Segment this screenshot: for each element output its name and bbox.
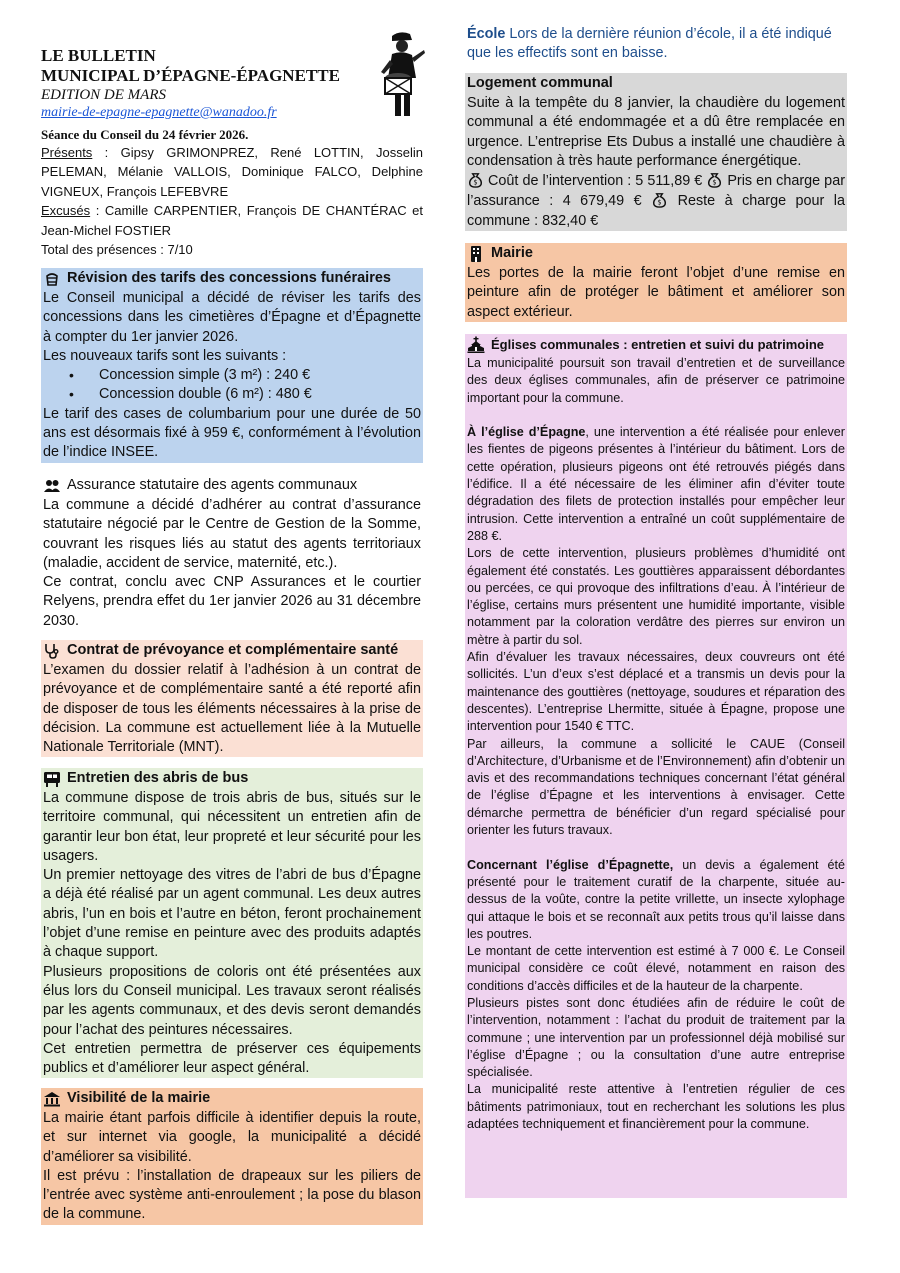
visibilite-title: Visibilité de la mairie — [43, 1088, 421, 1109]
eglises-title: Églises communales : entretien et suivi du patrimoine — [467, 334, 845, 355]
eglises-p9: La municipalité reste attentive à l’entretien régulier de ces bâtiments patrimoniaux, tout en recherchant les solutions les plus adaptées techniquement et financièrement pour la commune. — [467, 1082, 845, 1132]
list-item: • Concession simple (3 m²) : 240 € — [69, 366, 421, 385]
logement-costs: $ Coût de l’intervention : 5 511,89 € $ Pris en charge par l’assurance : 4 679,49 € $ Reste à charge pour la commune : 832,40 € — [467, 173, 845, 229]
building-icon — [467, 245, 485, 263]
eglises-p8: Plusieurs pistes sont donc étudiées afin de réduire le coût de l’intervention, notamment : l’achat du produit de traitement par la commune ; une intervention par un professionnel déjà mobilisé sur l’église d’Épagne ; ou la consultation d’une autre entreprise spécialisée. — [467, 995, 845, 1080]
total-presences: Total des présences : 7/10 — [41, 242, 193, 258]
section-abris-bus — [41, 768, 423, 1078]
email-link[interactable]: mairie-de-epagne-epagnette@wanadoo.fr — [41, 105, 277, 120]
section-logement — [465, 73, 847, 231]
church-icon — [467, 336, 485, 354]
ecole-text: École Lors de la dernière réunion d’école, il a été indiqué que les effectifs sont en baisse. — [467, 26, 832, 62]
urn-icon — [43, 270, 61, 288]
town-hall-icon — [43, 1090, 61, 1108]
section-eglises — [465, 334, 847, 1198]
abris-p3: Plusieurs propositions de coloris ont été présentées aux élus lors du Conseil municipal. Les travaux seront réalisés par les agents communaux, et des devis seront demandés pour l’achat des peintures nécessaires. — [43, 963, 421, 1038]
eglises-p5: Par ailleurs, la commune a sollicité le CAUE (Conseil d’Architecture, d’Urbanisme et de l’Environnement) afin d’obtenir un avis et des recommandations techniques concernant l’état général de l’église d’Épagne et les interventions à envisager. Cette démarche permettra de bénéficier d’un regard spécialisé pour orienter les futurs travaux. — [467, 736, 845, 838]
bulletin-title-line1: LE BULLETIN — [41, 46, 156, 65]
concessions-title: Révision des tarifs des concessions funéraires — [43, 268, 421, 289]
section-prevoyance — [41, 640, 423, 757]
concessions-list — [69, 366, 421, 405]
mairie-title: Mairie — [467, 243, 845, 264]
section-concessions — [41, 268, 423, 463]
abris-title: Entretien des abris de bus — [43, 768, 421, 789]
edition-label: EDITION DE MARS — [41, 87, 166, 103]
assurance-p1: La commune a décidé d’adhérer au contrat d’assurance statutaire négocié par le Centre de Gestion de la Somme, couvrant les risques liés au statut des agents territoriaux (maladie, accident de service, maternité, etc.). — [43, 497, 421, 571]
assurance-title: Assurance statutaire des agents communaux — [43, 475, 421, 496]
bulletin-title-line2: MUNICIPAL D’ÉPAGNE-ÉPAGNETTE — [41, 66, 340, 85]
mairie-p1: Les portes de la mairie feront l’objet d’une remise en peinture afin de protéger le bâtiment et améliorer son aspect extérieur. — [467, 265, 845, 320]
visibilite-p2: Il est prévu : l’installation de drapeaux sur les piliers de l’entrée avec système anti-enroulement ; la pose du blason de la commune. — [43, 1167, 421, 1223]
bus-stop-icon — [43, 770, 61, 788]
visibilite-p1: La mairie étant parfois difficile à identifier depuis la route, et sur internet via google, la municipalité a décidé d’améliorer sa visibilité. — [43, 1110, 421, 1165]
svg-text:$: $ — [657, 199, 662, 208]
concessions-p1: Le Conseil municipal a décidé de réviser les tarifs des concessions dans les cimetières d’Épagne et d’Épagnette à compter du 1er janvier 2026. — [43, 290, 421, 345]
eglises-p1: La municipalité poursuit son travail d’entretien et de surveillance des deux églises communales, afin de préserver ce patrimoine important pour la commune. — [467, 356, 845, 405]
section-assurance — [41, 475, 423, 631]
seance-date: Séance du Conseil du 24 février 2026. — [41, 127, 249, 142]
money-bag-icon — [651, 191, 668, 208]
svg-text:$: $ — [712, 178, 717, 187]
abris-p4: Cet entretien permettra de préserver ces équipements publics et d’améliorer leur aspect général. — [43, 1040, 421, 1077]
logement-title: Logement communal — [467, 75, 613, 91]
abris-p2: Un premier nettoyage des vitres de l’abri de bus d’Épagne a déjà été réalisé par un agent communal. Les deux autres abris, l’un en bois et l’autre en béton, feront prochainement l’objet d’une remise en peinture avec des produits adaptés à chaque support. — [43, 867, 421, 961]
presents-text: Présents : Gipsy GRIMONPREZ, René LOTTIN, Josselin PELEMAN, Mélanie VALLOIS, Dominique FALCO, Delphine VIGNEUX, François LEFEBVRE — [41, 145, 423, 199]
money-bag-icon — [706, 171, 723, 188]
people-icon — [43, 477, 61, 495]
eglises-epagne: À l’église d’Épagne, une intervention a été réalisée pour enlever les fientes de pigeons présentes à l’intérieur du bâtiment. Lors de cette opération, plusieurs pigeons ont été retrouvés piégés dans l’édifice. Il a été nécessaire de les éliminer afin d’éviter toute dégradation des filets de protection installés pour empêcher leur intrusion. Cette intervention a entraîné un coût supplémentaire de 288 €. — [467, 425, 845, 543]
eglises-epagnette: Concernant l’église d’Épagnette, un devis a également été présenté pour le traitement curatif de la charpente, située au-dessus de la voûte, contre la petite vrillette, un insecte xylophage qui attaque le bois et se reconnaît aux petits trous qu’il laisse dans les poutres. — [467, 857, 845, 941]
concessions-p3: Le tarif des cases de columbarium pour une durée de 50 ans est désormais fixé à 959 €, conformément à l’évolution de l’indice INSEE. — [43, 405, 421, 461]
section-visibilite — [41, 1088, 423, 1225]
bulletin-header — [41, 46, 423, 259]
abris-p1: La commune dispose de trois abris de bus, situés sur le territoire communal, qui nécessitent un entretien afin de garantir leur bon état, leur propreté et leur sécurité pour les usagers. — [43, 790, 421, 864]
eglises-p4: Afin d’évaluer les travaux nécessaires, deux couvreurs ont été sollicités. L’un d’eux s’est déplacé et a transmis un devis pour la maintenance des gouttières (nettoyage, soudures et réparation des descentes). L’entreprise Lhermitte, située à Épagne, propose une intervention pour 1540 € TTC. — [467, 650, 845, 734]
prevoyance-p1: L’examen du dossier relatif à l’adhésion à un contrat de prévoyance et de complémentaire santé a été reporté afin de disposer de tous les éléments nécessaires à la prise de décision. La commune est actuellement liée à la Mutuelle Nationale Territoriale (MNT). — [43, 662, 421, 756]
stethoscope-icon — [43, 642, 61, 660]
list-item: • Concession double (6 m²) : 480 € — [69, 385, 421, 404]
concessions-p2: Les nouveaux tarifs sont les suivants : — [43, 347, 287, 364]
money-bag-icon — [467, 171, 484, 188]
prevoyance-title: Contrat de prévoyance et complémentaire santé — [43, 640, 421, 661]
svg-text:$: $ — [473, 178, 478, 187]
section-mairie — [465, 243, 847, 322]
logement-p1: Suite à la tempête du 8 janvier, la chaudière du logement communal a été endommagée et a dû être remplacée en urgence. L’entreprise Ets Dubus a installé une chaudière à condensation à très haute performance énergétique. — [467, 95, 845, 169]
eglises-p3: Lors de cette intervention, plusieurs problèmes d’humidité ont également été constatés. Les gouttières apparaissent débordantes ou percées, ce qui provoque des infiltrations d’eau. À l’intérieur de l’église, certains murs présentent une humidité importante, visible notamment par la coloration verdâtre des pierres sur environ un mètre à partir du sol. — [467, 546, 845, 647]
excuses-text: Excusés : Camille CARPENTIER, François DE CHANTÉRAC et Jean-Michel FOSTIER — [41, 203, 423, 238]
eglises-p7: Le montant de cette intervention est estimé à 7 000 €. Le Conseil municipal considère ce coût élevé, notamment en raison des conditions d’accès difficiles et de la hauteur de la charpente. — [467, 944, 845, 993]
drummer-illustration — [378, 28, 428, 118]
assurance-p2: Ce contrat, conclu avec CNP Assurances et le courtier Relyens, prendra effet du 1er janvier 2026 au 31 décembre 2030. — [43, 574, 421, 629]
